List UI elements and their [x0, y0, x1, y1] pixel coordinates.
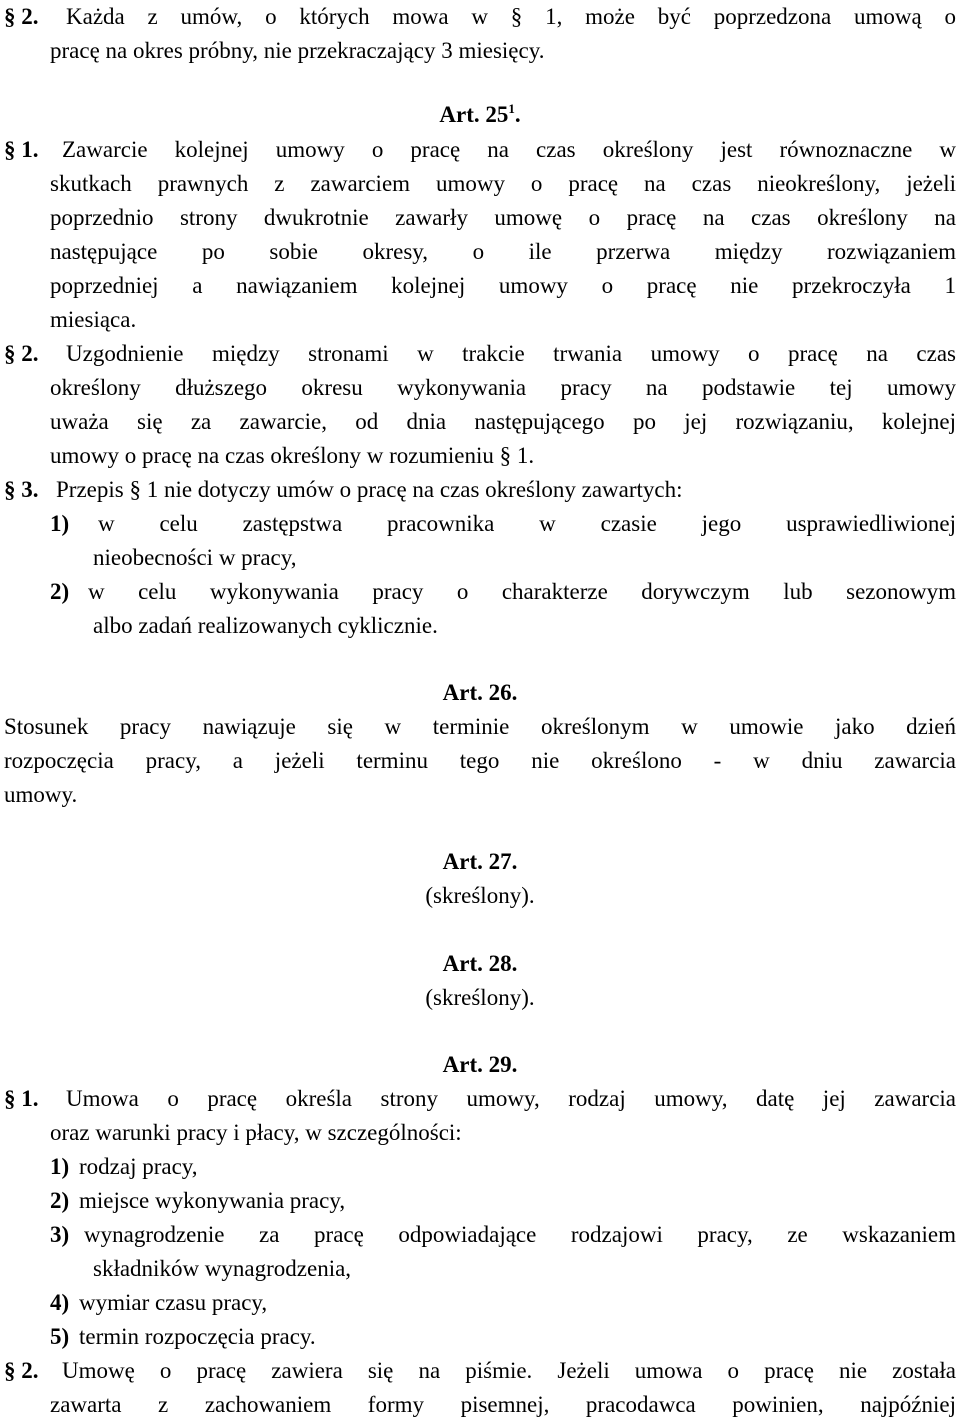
text-line: Zawarcie kolejnej umowy o pracę na czas określony jest równoznaczne w: [62, 137, 956, 162]
text-line: miejsce wykonywania pracy,: [79, 1188, 346, 1213]
list-number: 1): [50, 1154, 70, 1179]
text-line: Umowa o pracę określa strony umowy, rodzaj umowy, datę jej zawarcia: [66, 1086, 956, 1111]
text-line: miesiąca.: [50, 307, 137, 332]
text-line: umowy o pracę na czas określony w rozumieniu § 1.: [50, 443, 535, 468]
list-number: 1): [50, 511, 70, 536]
text-line: następujące po sobie okresy, o ile przerwa między rozwiązaniem: [50, 239, 956, 264]
text-line: wymiar czasu pracy,: [79, 1290, 268, 1315]
paragraph-marker: § 2.: [4, 1358, 39, 1383]
repealed-note: (skreślony).: [425, 883, 535, 908]
text-line: wynagrodzenie za pracę odpowiadające rodzajowi pracy, ze wskazaniem: [84, 1222, 956, 1247]
text-line: rozpoczęcia pracy, a jeżeli terminu tego nie określono - w dniu zawarcia: [4, 748, 956, 773]
text-line: oraz warunki pracy i płacy, w szczególności:: [50, 1120, 462, 1145]
repealed-note: (skreślony).: [425, 985, 535, 1010]
text-line: umowy.: [4, 782, 78, 807]
text-line: Każda z umów, o których mowa w § 1, może być poprzedzona umową o: [66, 4, 956, 29]
article-heading: Art. 27.: [442, 849, 518, 874]
text-line: uważa się za zawarcie, od dnia następującego po jej rozwiązaniu, kolejnej: [50, 409, 956, 434]
text-line: pracę na okres próbny, nie przekraczający 3 miesięcy.: [50, 38, 545, 63]
article-heading: Art. $25^1$.: [439, 101, 521, 127]
text-line: Umowę o pracę zawiera się na piśmie. Jeżeli umowa o pracę nie została: [62, 1358, 956, 1383]
list-number: 2): [50, 579, 70, 604]
list-number: 3): [50, 1222, 70, 1247]
article-heading: Art. 26.: [442, 680, 518, 705]
list-number: 5): [50, 1324, 70, 1349]
text-line: skutkach prawnych z zawarciem umowy o pracę na czas nieokreślony, jeżeli: [50, 171, 956, 196]
list-number: 4): [50, 1290, 70, 1315]
text-line: w celu zastępstwa pracownika w czasie jego usprawiedliwionej: [98, 511, 956, 536]
text-line: Stosunek pracy nawiązuje się w terminie określonym w umowie jako dzień: [4, 714, 956, 739]
text-line: w celu wykonywania pracy o charakterze dorywczym lub sezonowym: [88, 579, 956, 604]
text-line: rodzaj pracy,: [79, 1154, 198, 1179]
text-line: określony dłuższego okresu wykonywania pracy na podstawie tej umowy: [50, 375, 956, 400]
paragraph-marker: § 1.: [4, 1086, 39, 1111]
text-line: termin rozpoczęcia pracy.: [79, 1324, 316, 1349]
text-line: Uzgodnienie między stronami w trakcie trwania umowy o pracę na czas: [66, 341, 956, 366]
text-line: Przepis § 1 nie dotyczy umów o pracę na czas określony zawartych:: [56, 477, 683, 502]
paragraph-marker: § 1.: [4, 137, 39, 162]
text-line: albo zadań realizowanych cyklicznie.: [93, 613, 438, 638]
article-heading: Art. 29.: [442, 1052, 518, 1077]
text-line: zawarta z zachowaniem formy pisemnej, pracodawca powinien, najpóźniej: [50, 1392, 956, 1417]
paragraph-marker: § 2.: [4, 341, 39, 366]
list-number: 2): [50, 1188, 70, 1213]
paragraph-marker: § 2.: [4, 4, 39, 29]
article-heading: Art. 28.: [442, 951, 518, 976]
text-line: poprzednio strony dwukrotnie zawarły umowę o pracę na czas określony na: [50, 205, 956, 230]
paragraph-marker: § 3.: [4, 477, 39, 502]
text-line: nieobecności w pracy,: [93, 545, 297, 570]
text-line: składników wynagrodzenia,: [93, 1256, 352, 1281]
text-line: poprzedniej a nawiązaniem kolejnej umowy o pracę nie przekroczyła 1: [50, 273, 956, 298]
